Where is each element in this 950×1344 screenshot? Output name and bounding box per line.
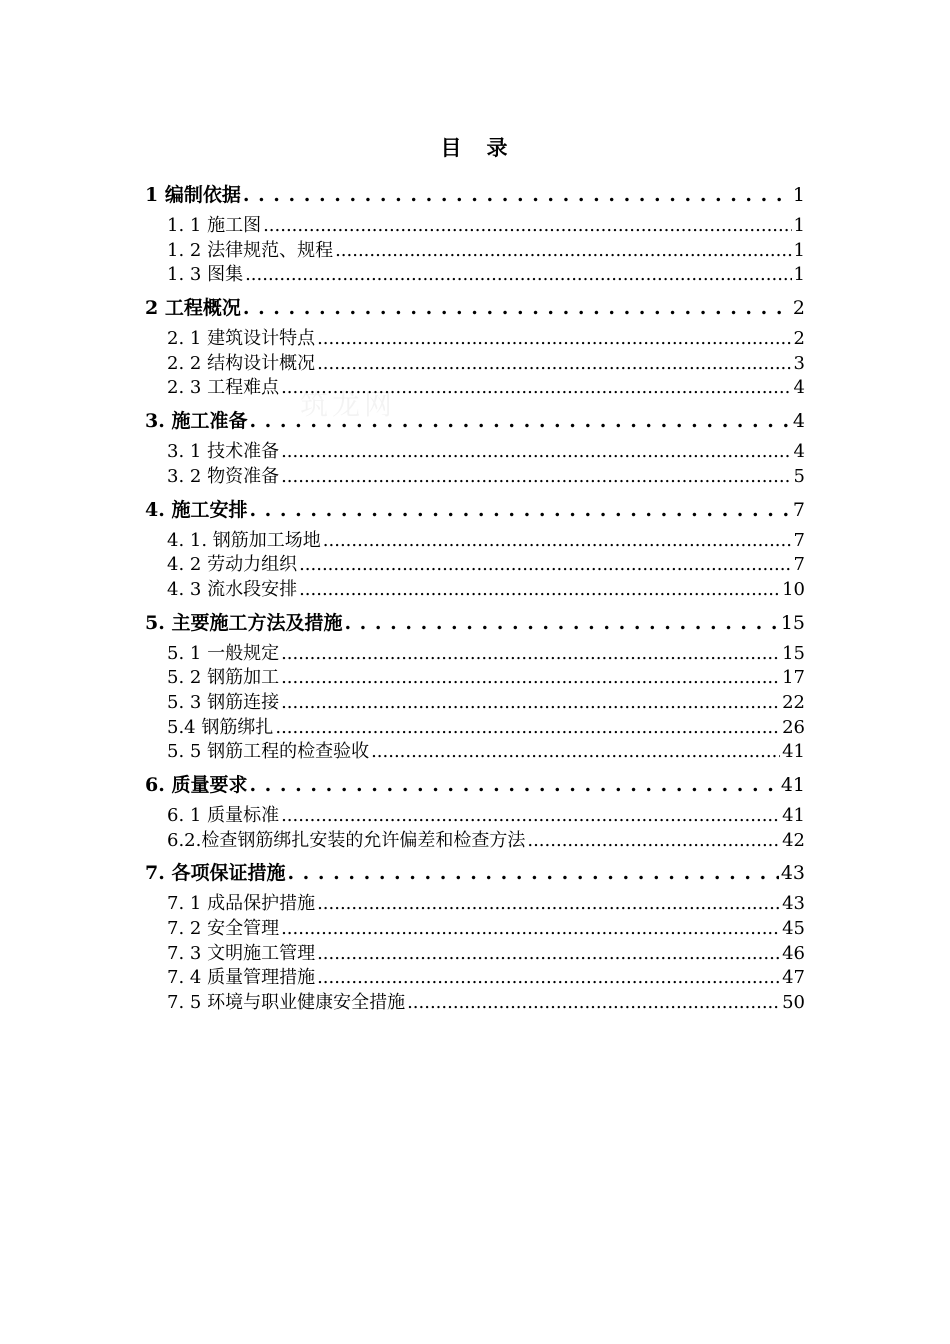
- toc-page-number: 15: [780, 611, 805, 634]
- toc-entry-label: 2. 2 结构设计概况: [167, 352, 316, 374]
- toc-entry-label: 5.4 钢筋绑扎: [167, 716, 274, 738]
- toc-dot-leader: [407, 991, 780, 1016]
- toc-entry-label: 5. 5 钢筋工程的检查验收: [167, 741, 370, 763]
- toc-page-number: 2: [793, 328, 805, 350]
- toc-subsection-row[interactable]: [145, 804, 805, 829]
- toc-dot-leader: [527, 829, 780, 854]
- toc-entry-label: 7. 4 质量管理措施: [167, 967, 316, 989]
- toc-section-row[interactable]: [145, 497, 805, 523]
- toc-subsection-row[interactable]: [145, 917, 805, 942]
- toc-dot-leader: [249, 497, 790, 523]
- toc-subsection-row[interactable]: [145, 553, 805, 578]
- toc-page-number: 4: [793, 377, 805, 399]
- toc-entry-label: 2 工程概况: [145, 297, 241, 320]
- toc-page-number: 50: [782, 992, 805, 1014]
- toc-dot-leader: [323, 529, 792, 554]
- toc-subsection-row[interactable]: [145, 578, 805, 603]
- toc-entry-label: 6. 1 质量标准: [167, 805, 280, 826]
- toc-entry-label: 1. 1 施工图: [167, 215, 262, 236]
- toc-page-number: 17: [782, 667, 805, 689]
- table-of-contents: [145, 175, 805, 1016]
- toc-entry-label: 4. 1. 钢筋加工场地: [167, 529, 321, 551]
- toc-dot-leader: [263, 214, 791, 239]
- toc-entry-label: 4. 施工安排: [145, 498, 248, 521]
- toc-entry-label: 7. 1 成品保护措施: [167, 893, 316, 915]
- toc-dot-leader: [281, 691, 780, 716]
- toc-page-number: 1: [793, 264, 805, 286]
- toc-subsection-row[interactable]: [145, 239, 805, 264]
- toc-section-row[interactable]: [145, 610, 805, 636]
- toc-subsection-row[interactable]: [145, 642, 805, 667]
- toc-page-number: 7: [793, 554, 805, 576]
- watermark: 筑龙网: [300, 388, 397, 421]
- toc-page-number: 22: [782, 691, 805, 713]
- toc-entry-label: 3. 施工准备: [145, 410, 248, 433]
- toc-dot-leader: [317, 966, 780, 991]
- toc-subsection-row[interactable]: [145, 327, 805, 352]
- toc-entry-label: 1 编制依据: [145, 184, 241, 206]
- toc-subsection-row[interactable]: [145, 376, 805, 401]
- toc-section-row[interactable]: [145, 408, 805, 434]
- toc-section-row[interactable]: [145, 295, 805, 321]
- toc-entry-label: 5. 3 钢筋连接: [167, 691, 280, 713]
- toc-entry-label: 7. 3 文明施工管理: [167, 942, 316, 964]
- toc-page-number: 5: [793, 465, 805, 487]
- toc-dot-leader: [281, 376, 791, 401]
- toc-subsection-row[interactable]: [145, 214, 805, 239]
- toc-dot-leader: [317, 942, 780, 967]
- toc-dot-leader: [249, 772, 778, 798]
- toc-page-number: 2: [792, 297, 805, 320]
- toc-entry-label: 2. 1 建筑设计特点: [167, 328, 316, 350]
- toc-dot-leader: [281, 666, 780, 691]
- toc-page-number: 41: [782, 741, 805, 763]
- toc-page-number: 4: [793, 441, 805, 463]
- toc-subsection-row[interactable]: [145, 942, 805, 967]
- toc-entry-label: 4. 3 流水段安排: [167, 578, 298, 600]
- toc-entry-label: 2. 3 工程难点: [167, 377, 280, 399]
- toc-subsection-row[interactable]: [145, 529, 805, 554]
- toc-dot-leader: [243, 295, 791, 321]
- toc-subsection-row[interactable]: [145, 716, 805, 741]
- toc-dot-leader: [249, 408, 790, 434]
- toc-dot-leader: [317, 352, 791, 377]
- toc-dot-leader: [281, 440, 791, 465]
- toc-subsection-row[interactable]: [145, 740, 805, 765]
- toc-page-number: 41: [780, 774, 805, 796]
- toc-entry-label: 6.2.检查钢筋绑扎安装的允许偏差和检查方法: [167, 829, 526, 851]
- toc-page-number: 1: [792, 184, 805, 206]
- toc-page-number: 15: [782, 642, 805, 664]
- toc-dot-leader: [344, 610, 778, 636]
- toc-entry-label: 6. 质量要求: [145, 774, 248, 796]
- toc-page-number: 42: [782, 829, 805, 851]
- toc-dot-leader: [281, 917, 780, 942]
- toc-page-number: 26: [782, 716, 805, 738]
- toc-entry-label: 1. 2 法律规范、规程: [167, 239, 334, 261]
- toc-subsection-row[interactable]: [145, 829, 805, 854]
- toc-page-number: 10: [782, 578, 805, 600]
- toc-entry-label: 5. 主要施工方法及措施: [145, 611, 343, 634]
- toc-entry-label: 7. 2 安全管理: [167, 918, 280, 940]
- toc-dot-leader: [287, 860, 778, 886]
- toc-dot-leader: [299, 553, 791, 578]
- toc-page-number: 7: [793, 529, 805, 551]
- toc-dot-leader: [317, 892, 780, 917]
- toc-entry-label: 5. 2 钢筋加工: [167, 667, 280, 689]
- toc-subsection-row[interactable]: [145, 691, 805, 716]
- toc-page-number: 43: [780, 862, 805, 885]
- toc-subsection-row[interactable]: [145, 991, 805, 1016]
- toc-subsection-row[interactable]: [145, 465, 805, 490]
- toc-section-row[interactable]: [145, 772, 805, 798]
- toc-entry-label: 5. 1 一般规定: [167, 642, 280, 664]
- toc-page-number: 41: [782, 805, 805, 826]
- toc-page-number: 47: [782, 967, 805, 989]
- toc-page-number: 45: [782, 918, 805, 940]
- toc-dot-leader: [281, 465, 791, 490]
- toc-title: 目 录: [440, 135, 510, 160]
- toc-page-number: 7: [792, 498, 805, 521]
- toc-dot-leader: [335, 239, 791, 264]
- toc-subsection-row[interactable]: [145, 440, 805, 465]
- toc-dot-leader: [281, 804, 780, 829]
- toc-subsection-row[interactable]: [145, 352, 805, 377]
- toc-subsection-row[interactable]: [145, 892, 805, 917]
- toc-dot-leader: [317, 327, 791, 352]
- toc-subsection-row[interactable]: [145, 263, 805, 288]
- toc-page-number: 1: [793, 239, 805, 261]
- toc-entry-label: 7. 5 环境与职业健康安全措施: [167, 992, 406, 1014]
- toc-dot-leader: [275, 716, 780, 741]
- toc-page-number: 1: [793, 215, 805, 236]
- toc-section-row[interactable]: [145, 860, 805, 886]
- toc-page-number: 43: [782, 893, 805, 915]
- toc-subsection-row[interactable]: [145, 966, 805, 991]
- toc-subsection-row[interactable]: [145, 666, 805, 691]
- toc-page-number: 46: [782, 942, 805, 964]
- toc-page-number: 4: [792, 410, 805, 433]
- toc-section-row[interactable]: [145, 182, 805, 208]
- toc-entry-label: 4. 2 劳动力组织: [167, 554, 298, 576]
- toc-dot-leader: [281, 642, 780, 667]
- toc-entry-label: 1. 3 图集: [167, 264, 244, 286]
- toc-dot-leader: [245, 263, 791, 288]
- toc-dot-leader: [299, 578, 780, 603]
- toc-page-number: 3: [793, 352, 805, 374]
- toc-entry-label: 3. 1 技术准备: [167, 441, 280, 463]
- toc-entry-label: 7. 各项保证措施: [145, 862, 286, 885]
- toc-entry-label: 3. 2 物资准备: [167, 465, 280, 487]
- toc-dot-leader: [371, 740, 780, 765]
- toc-dot-leader: [243, 182, 791, 208]
